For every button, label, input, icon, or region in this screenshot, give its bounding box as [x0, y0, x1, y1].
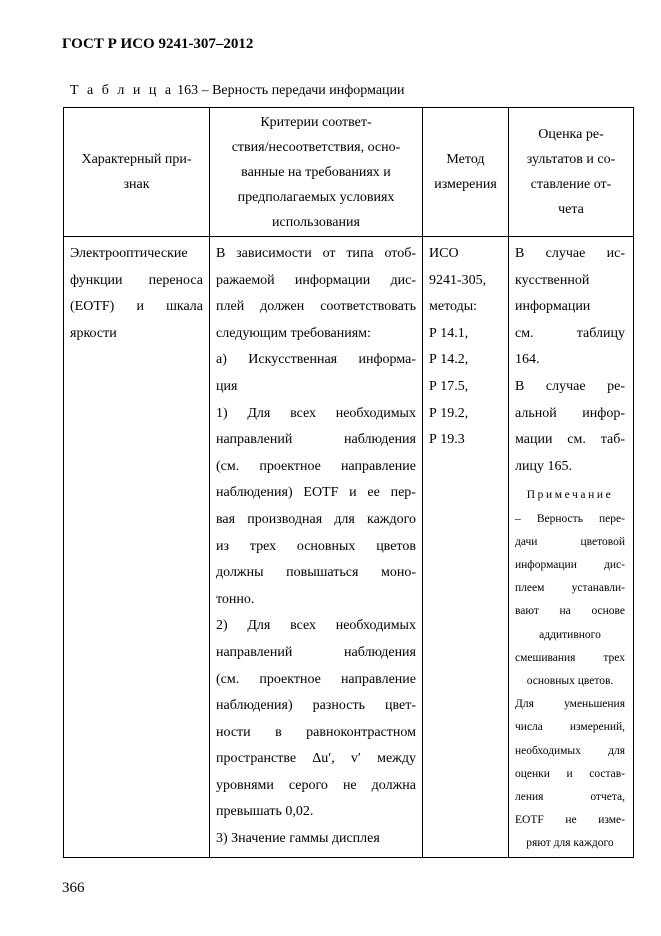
table-row — [64, 237, 634, 858]
criteria-line: превышать 0,02. — [216, 804, 314, 820]
evaluation-line: В случае ис- — [515, 246, 625, 261]
note-line: дачи цветовой — [515, 535, 625, 548]
feature-line: функции переноса — [70, 272, 203, 288]
criteria-line: тонно. — [216, 591, 255, 607]
method-line: Р 14.2, — [429, 352, 469, 368]
criteria-line: 3) Значение гаммы дисплея — [216, 831, 380, 847]
evaluation-line: кусственной — [515, 272, 590, 288]
page-number: 366 — [62, 880, 85, 896]
method-line: Р 19.2, — [429, 405, 469, 421]
criteria-line: 2) Для всех необходимых — [216, 618, 416, 634]
criteria-line: (см. проектное направление — [216, 671, 416, 687]
column-header-line: использования — [272, 214, 360, 230]
evaluation-cell — [509, 237, 634, 858]
note-line: информации дис- — [515, 558, 625, 571]
criteria-line: следующим требованиям: — [216, 325, 371, 341]
criteria-line: уровнями серого не должна — [216, 777, 416, 793]
feature-line: яркости — [70, 325, 117, 341]
criteria-line: направлений наблюдения — [216, 644, 416, 660]
column-header-line: чета — [558, 202, 584, 217]
criteria-line: наблюдения) EOTF и ее пер- — [216, 485, 416, 501]
criteria-line: ражаемой информации дис- — [216, 272, 416, 288]
method-line: Р 19.3 — [429, 432, 465, 448]
note-line: аддитивного — [539, 628, 601, 641]
column-header-line: зультатов и со- — [526, 152, 616, 167]
method-line: Р 17.5, — [429, 378, 469, 394]
criteria-cell — [210, 237, 423, 858]
table-caption-prefix: Т а б л и ц а — [70, 83, 174, 98]
note-line: вают на основе — [515, 605, 625, 618]
document-header: ГОСТ Р ИСО 9241-307–2012 — [62, 36, 254, 52]
feature-line: Электрооптические — [70, 246, 188, 261]
column-header-line: Критерии соответ- — [260, 114, 372, 130]
column-header-line: ствия/несоответствия, осно- — [231, 139, 401, 155]
column-header-line: измерения — [434, 177, 497, 192]
criteria-line: должны повышаться моно- — [216, 565, 416, 581]
column-header-evaluation — [509, 108, 634, 237]
criteria-line: ция — [216, 378, 238, 394]
method-line: 9241-305, — [429, 272, 487, 288]
criteria-line: (см. проектное направление — [216, 458, 416, 474]
note-line: ряют для каждого — [526, 837, 614, 850]
note-line: смешивания трех — [515, 651, 625, 664]
column-header-criteria — [210, 108, 423, 237]
note-line: – Верность пере- — [515, 512, 625, 525]
column-header-line: ставление от- — [530, 177, 612, 192]
method-line: Р 14.1, — [429, 325, 469, 341]
evaluation-line: лицу 165. — [515, 458, 572, 474]
column-header-line: Метод — [446, 152, 485, 167]
evaluation-line: информации — [515, 299, 591, 315]
table-caption-text: 163 – Верность передачи информации — [173, 83, 405, 98]
criteria-line: вая производная для каждого — [216, 511, 416, 527]
feature-cell — [64, 237, 210, 858]
table-header-row — [64, 108, 634, 237]
note-line: плеем устанавли- — [515, 582, 625, 595]
criteria-line: 1) Для всех необходимых — [216, 405, 416, 421]
column-header-feature — [64, 108, 210, 237]
method-line: методы: — [429, 299, 478, 315]
method-line: ИСО — [429, 246, 459, 261]
note-line: EOTF не изме- — [515, 814, 625, 827]
column-header-line: предполагаемых условиях — [237, 189, 395, 205]
evaluation-line: В случае ре- — [515, 378, 625, 394]
column-header-line: знак — [123, 177, 150, 192]
criteria-line: из трех основных цветов — [216, 538, 416, 554]
note-line: основных цветов. — [526, 674, 614, 687]
column-header-line: ванные на требованиях и — [241, 164, 391, 180]
criteria-line: направлений наблюдения — [216, 432, 416, 448]
column-header-line: Характерный при- — [81, 152, 192, 167]
method-cell — [423, 237, 509, 858]
note-line: ления отчета, — [515, 790, 625, 803]
note-title: Примечание — [526, 489, 614, 502]
note-line: оценки и состав- — [515, 767, 625, 780]
criteria-line: В зависимости от типа отоб- — [216, 246, 416, 261]
criteria-line: ности в равноконтрастном — [216, 724, 416, 740]
criteria-line: а) Искусственная информа- — [216, 352, 416, 368]
criteria-line: пространстве Δu′, v′ между — [216, 751, 416, 767]
column-header-line: Оценка ре- — [538, 127, 604, 142]
note-block — [509, 480, 633, 855]
evaluation-line: 164. — [515, 352, 540, 368]
table-caption — [70, 83, 405, 99]
evaluation-line: мации см. таб- — [515, 432, 625, 448]
feature-line: (EOTF) и шкала — [70, 299, 203, 315]
note-line: необходимых для — [515, 744, 625, 757]
criteria-line: наблюдения) разность цвет- — [216, 698, 416, 714]
note-line: Для уменьшения — [515, 698, 625, 711]
column-header-method — [423, 108, 509, 237]
evaluation-line: альной инфор- — [515, 405, 625, 421]
fidelity-table — [63, 107, 634, 858]
evaluation-line: см. таблицу — [515, 325, 625, 341]
criteria-line: плей должен соответствовать — [216, 299, 416, 315]
note-line: числа измерений, — [515, 721, 625, 734]
